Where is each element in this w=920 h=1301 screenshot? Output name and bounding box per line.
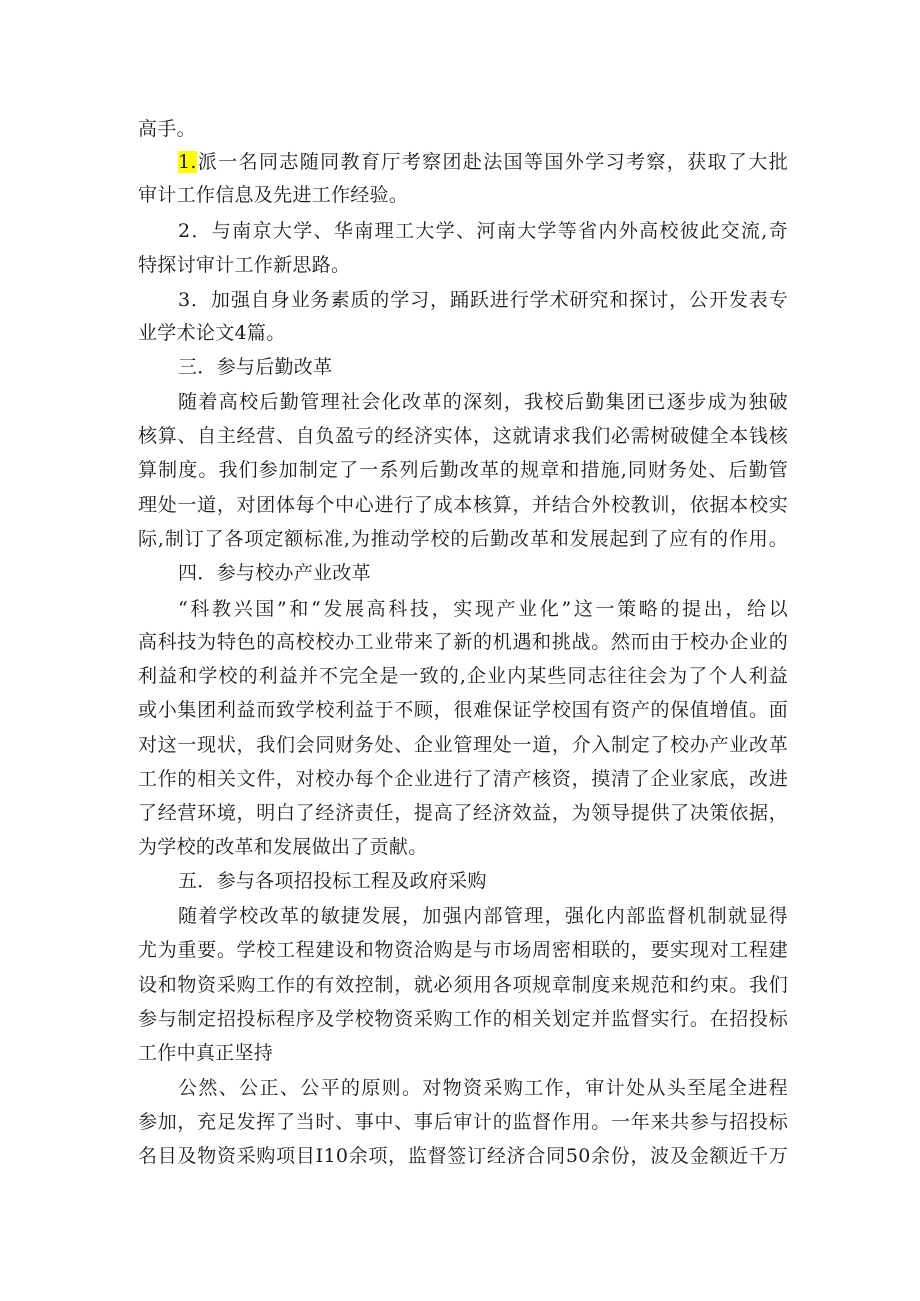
paragraph-line: 对这一现状，我们会同财务处、企业管理处一道，介入制定了校办产业改革: [138, 734, 788, 756]
paragraph-line: 理处一道，对团体每个中心进行了成本核算，并结合外校教训，依据本校实: [138, 494, 788, 516]
text-line: 高手。: [138, 118, 196, 140]
list-item-3: 3．加强自身业务素质的学习，踊跃进行学术研究和探讨，公开发表专: [178, 289, 788, 311]
paragraph-line: 际,制订了各项定额标准,为推动学校的后勤改革和发展起到了应有的作用。: [138, 528, 788, 550]
paragraph-line: 或小集团利益而致学校利益于不顾，很难保证学校国有资产的保值增值。面: [138, 699, 788, 721]
paragraph-line: 算制度。我们参加制定了一系列后勤改革的规章和措施,同财务处、后勤管: [138, 459, 788, 481]
paragraph-line: 设和物资采购工作的有效控制，就必须用各项规章制度来规范和约束。我们: [138, 974, 788, 996]
list-marker-highlighted: 1.: [178, 151, 197, 173]
paragraph-line: 工作的相关文件，对校办每个企业进行了清产核资，摸清了企业家底，改进: [138, 768, 788, 790]
text-line: 特探讨审计工作新思路。: [138, 254, 351, 276]
section-heading: 四．参与校办产业改革: [178, 562, 372, 584]
paragraph-line: 利益和学校的利益并不完全是一致的,企业内某些同志往往会为了个人利益: [138, 665, 788, 687]
paragraph-line: 随着学校改革的敏捷发展，加强内部管理，强化内部监督机制就显得: [178, 905, 788, 927]
section-heading: 五．参与各项招投标工程及政府采购: [178, 870, 487, 892]
paragraph-line: 工作中真正坚持: [138, 1042, 274, 1064]
paragraph-line: 参加，充足发挥了当时、事中、事后审计的监督作用。一年来共参与招投标: [138, 1111, 788, 1133]
paragraph-line: 公然、公正、公平的原则。对物资采购工作，审计处从头至尾全进程: [178, 1077, 788, 1099]
paragraph-line: “科教兴国”和“发展高科技，实现产业化”这一策略的提出，给以: [178, 598, 788, 620]
list-item-1: [178, 145, 788, 179]
list-item-2: 2．与南京大学、华南理工大学、河南大学等省内外高校彼此交流,奇: [178, 220, 788, 242]
text-line: 审计工作信息及先进工作经验。: [138, 184, 409, 206]
paragraph-line: 高科技为特色的高校校办工业带来了新的机遇和挑战。然而由于校办企业的: [138, 631, 788, 653]
paragraph-line: 尤为重要。学校工程建设和物资洽购是与市场周密相联的，要实现对工程建: [138, 939, 788, 961]
paragraph-line: 为学校的改革和发展做出了贡献。: [138, 836, 428, 858]
paragraph-line: 名目及物资采购项目I10余项，监督签订经济合同50余份，波及金额近千万: [138, 1145, 788, 1167]
paragraph-line: 随着高校后勤管理社会化改革的深刻，我校后勤集团已逐步成为独破: [178, 391, 788, 413]
list-item-text: 派一名同志随同教育厅考察团赴法国等国外学习考察，获取了大批: [196, 151, 788, 173]
paragraph-line: 核算、自主经营、自负盈亏的经济实体，这就请求我们必需树破健全本钱核: [138, 425, 788, 447]
paragraph-line: 参与制定招投标程序及学校物资采购工作的相关划定并监督实行。在招投标: [138, 1008, 788, 1030]
text-line: 业学术论文4篇。: [138, 322, 286, 344]
paragraph-line: 了经营环境，明白了经济责任，提高了经济效益，为领导提供了决策依据，: [138, 802, 788, 824]
section-heading: 三．参与后勤改革: [178, 356, 333, 378]
